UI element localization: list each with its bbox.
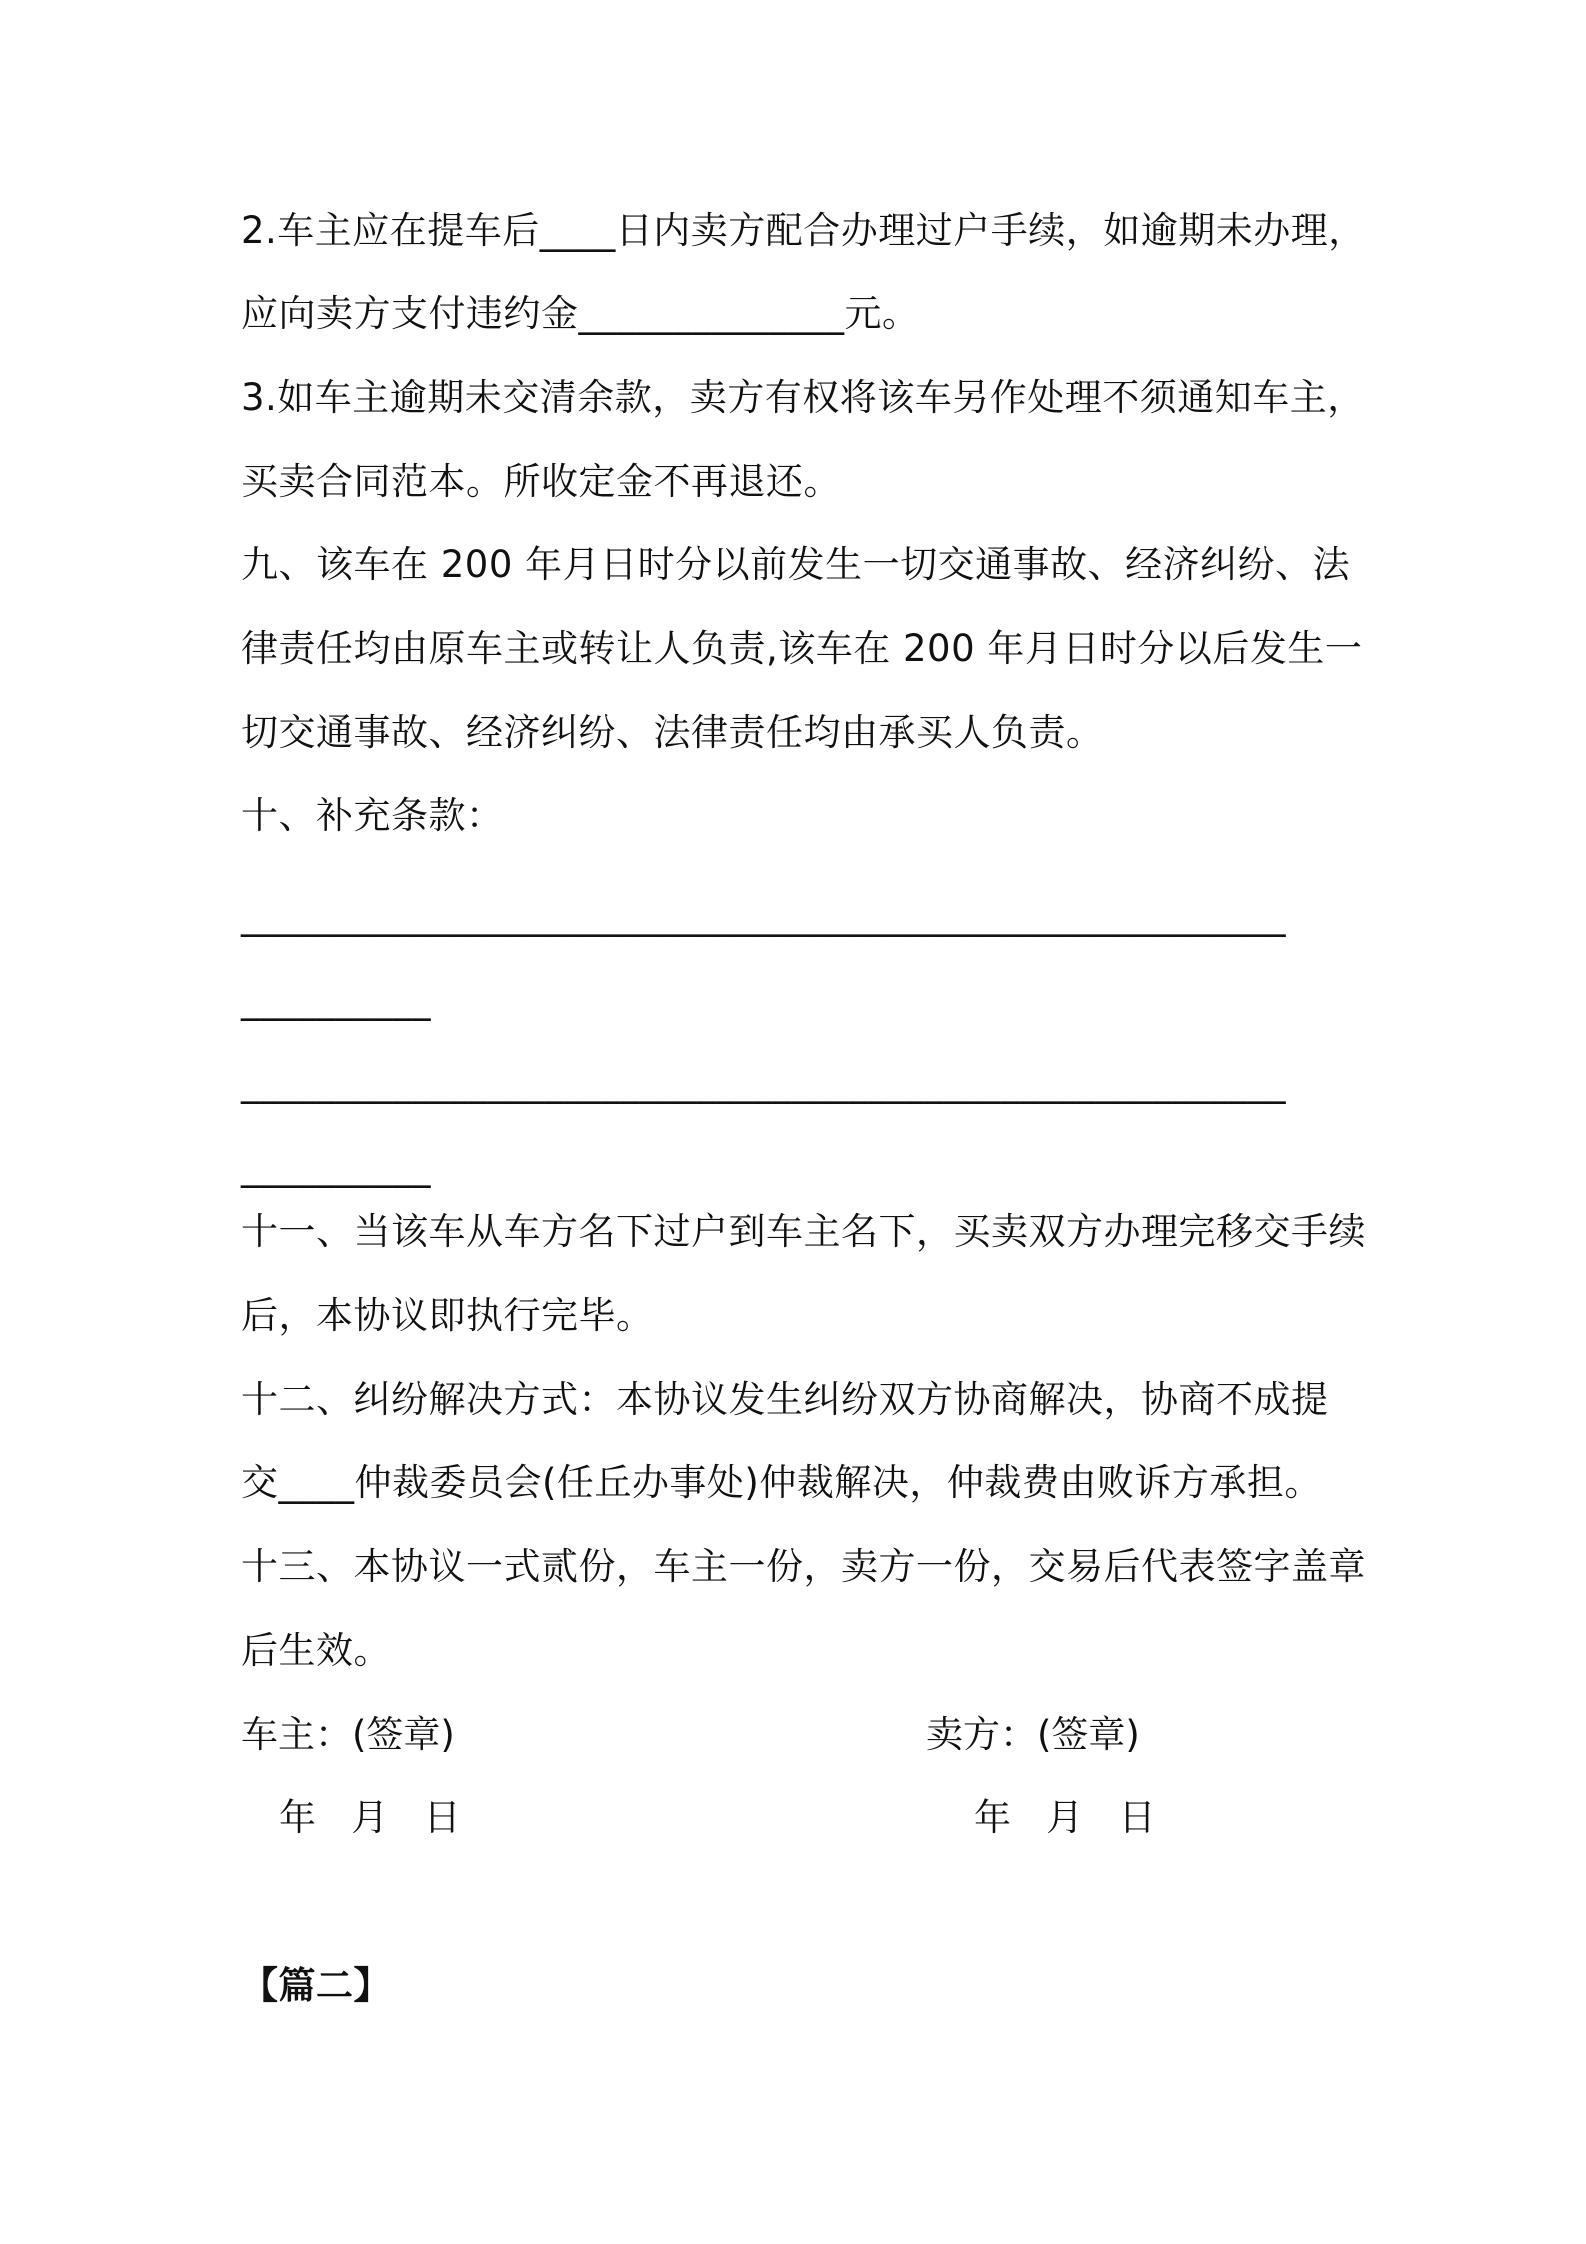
clause-2-line-2: 应向卖方支付违约金______________元。 (241, 292, 920, 335)
blank-line-1: _______________________________________________________ (241, 894, 1286, 937)
clause-9-line-1: 九、该车在 200 年月日时分以前发生一切交通事故、经济纠纷、法 (241, 543, 1351, 586)
owner-signature-label: 车主：(签章) (241, 1713, 455, 1756)
seller-date: 年 月 日 (974, 1796, 1156, 1839)
clause-3-line-1: 3.如车主逾期未交清余款，卖方有权将该车另作处理不须通知车主， (241, 376, 1365, 419)
owner-date: 年 月 日 (279, 1796, 461, 1839)
section-title: 【篇二】 (241, 1964, 391, 2007)
blank-line-3: _______________________________________________________ (241, 1061, 1286, 1104)
clause-9-line-2: 律责任均由原车主或转让人负责,该车在 200 年月日时分以后发生一 (241, 627, 1363, 670)
clause-11-line-1: 十一、当该车从车方名下过户到车主名下，买卖双方办理完移交手续 (241, 1210, 1366, 1253)
clause-11-line-2: 后，本协议即执行完毕。 (241, 1294, 654, 1337)
blank-line-4: __________ (241, 1145, 431, 1188)
blank-line-2: __________ (241, 978, 431, 1021)
clause-9-line-3: 切交通事故、经济纠纷、法律责任均由承买人负责。 (241, 711, 1104, 754)
seller-signature-label: 卖方：(签章) (926, 1713, 1140, 1756)
clause-12-line-1: 十二、纠纷解决方式：本协议发生纠纷双方协商解决，协商不成提 (241, 1378, 1329, 1421)
clause-2-line-1: 2.车主应在提车后____日内卖方配合办理过户手续，如逾期未办理， (241, 209, 1366, 252)
clause-13-line-1: 十三、本协议一式贰份，车主一份，卖方一份，交易后代表签字盖章 (241, 1545, 1366, 1588)
clause-12-line-2: 交____仲裁委员会(任丘办事处)仲裁解决，仲裁费由败诉方承担。 (241, 1461, 1322, 1504)
clause-13-line-2: 后生效。 (241, 1629, 391, 1672)
clause-10-heading: 十、补充条款： (241, 794, 504, 837)
clause-3-line-2: 买卖合同范本。所收定金不再退还。 (241, 460, 841, 503)
